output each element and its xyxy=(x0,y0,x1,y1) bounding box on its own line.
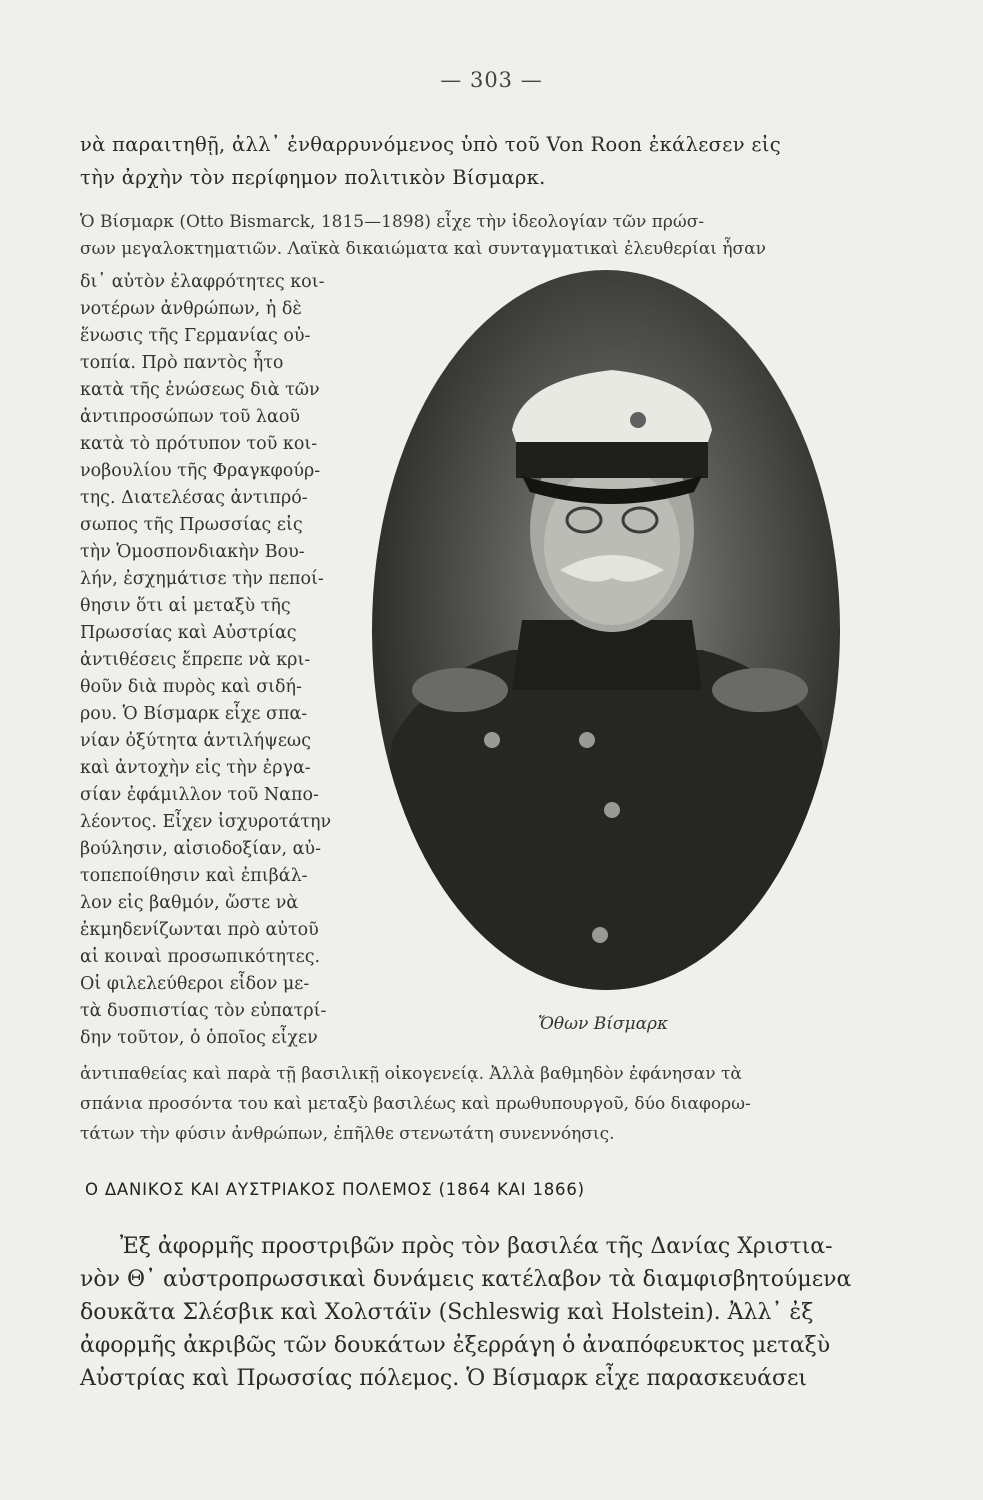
text-line: δην τοῦτον, ὁ ὁποῖος εἶχεν xyxy=(80,1028,318,1048)
text-line: τὰ δυσπιστίας τὸν εὐπατρί- xyxy=(80,1001,327,1021)
text-line: σων μεγαλοκτηματιῶν. Λαϊκὰ δικαιώματα καὶ συνταγματικαὶ ἐλευθερίαι ἦσαν xyxy=(80,239,766,259)
photo-caption: Ὄθων Βίσμαρκ xyxy=(538,1014,669,1034)
text-line: κατὰ τὸ πρότυπον τοῦ κοι- xyxy=(80,434,318,454)
text-line: ἐκμηδενίζωνται πρὸ αὐτοῦ xyxy=(80,920,319,940)
text-line: τὴν Ὁμοσπονδιακὴν Βου- xyxy=(80,542,305,562)
bismarck-portrait-photo xyxy=(372,270,840,990)
text-line: λήν, ἐσχημάτισε τὴν πεποί- xyxy=(80,569,324,589)
text-line: θησιν ὅτι αἱ μεταξὺ τῆς xyxy=(80,596,291,616)
text-line: αἱ κοιναὶ προσωπικότητες. xyxy=(80,947,321,967)
text-line: λέοντος. Εἶχεν ἰσχυροτάτην xyxy=(80,812,332,832)
text-line: νοτέρων ἀνθρώπων, ἡ δὲ xyxy=(80,299,302,319)
text-line: ρου. Ὁ Βίσμαρκ εἶχε σπα- xyxy=(80,704,308,724)
text-line: Ἐξ ἀφορμῆς προστριβῶν πρὸς τὸν βασιλέα τῆς Δανίας Χριστια- xyxy=(120,1234,833,1259)
text-line: νίαν ὀξύτητα ἀντιλήψεως xyxy=(80,731,311,751)
text-line: σίαν ἐφάμιλλον τοῦ Ναπο- xyxy=(80,785,319,805)
text-line: τάτων τὴν φύσιν ἀνθρώπων, ἐπῆλθε στενωτάτη συνεννόησις. xyxy=(80,1124,615,1144)
text-line: τοπεποίθησιν καὶ ἐπιβάλ- xyxy=(80,866,308,886)
section-heading: Ο ΔΑΝΙΚΟΣ ΚΑΙ ΑΥΣΤΡΙΑΚΟΣ ΠΟΛΕΜΟΣ (1864 ΚΑΙ 1866) xyxy=(85,1180,585,1199)
text-line: καὶ ἀντοχὴν εἰς τὴν ἐργα- xyxy=(80,758,311,778)
text-line: Οἱ φιλελεύθεροι εἶδον με- xyxy=(80,974,310,994)
text-line: ἀφορμῆς ἀκριβῶς τῶν δουκάτων ἐξερράγη ὁ ἀναπόφευκτος μεταξὺ xyxy=(80,1333,831,1358)
text-line: θοῦν διὰ πυρὸς καὶ σιδή- xyxy=(80,677,302,697)
text-line: δι᾽ αὐτὸν ἐλαφρότητες κοι- xyxy=(80,272,325,292)
text-line: Αὐστρίας καὶ Πρωσσίας πόλεμος. Ὁ Βίσμαρκ εἶχε παρασκευάσει xyxy=(80,1366,808,1391)
text-line: νοβουλίου τῆς Φραγκφούρ- xyxy=(80,461,321,481)
text-line: ἀντιθέσεις ἔπρεπε νὰ κρι- xyxy=(80,650,311,670)
text-line: σπάνια προσόντα του καὶ μεταξὺ βασιλέως καὶ πρωθυπουργοῦ, δύο διαφορω- xyxy=(80,1094,751,1114)
text-line: ἀντιπαθείας καὶ παρὰ τῇ βασιλικῇ οἰκογενείᾳ. Ἀλλὰ βαθμηδὸν ἐφάνησαν τὰ xyxy=(80,1064,742,1084)
text-line: κατὰ τῆς ἑνώσεως διὰ τῶν xyxy=(80,380,320,400)
text-line: τὴν ἀρχὴν τὸν περίφημον πολιτικὸν Βίσμαρκ. xyxy=(80,166,546,189)
text-line: σωπος τῆς Πρωσσίας εἰς xyxy=(80,515,303,535)
text-line: λον εἰς βαθμόν, ὥστε νὰ xyxy=(80,893,299,913)
text-line: νὸν Θ᾽ αὐστροπρωσσικαὶ δυνάμεις κατέλαβον τὰ διαμφισβητούμενα xyxy=(80,1267,852,1292)
text-line: τοπία. Πρὸ παντὸς ἦτο xyxy=(80,353,284,373)
text-line: Πρωσσίας καὶ Αὐστρίας xyxy=(80,623,297,643)
text-line: δουκᾶτα Σλέσβικ καὶ Χολστάϊν (Schleswig καὶ Holstein). Ἀλλ᾽ ἐξ xyxy=(80,1300,814,1325)
text-line: βούλησιν, αἰσιοδοξίαν, αὐ- xyxy=(80,839,321,859)
page-number: — 303 — xyxy=(440,68,543,92)
portrait-illustration xyxy=(372,270,840,990)
text-line: νὰ παραιτηθῇ, ἀλλ᾽ ἐνθαρρυνόμενος ὑπὸ τοῦ Von Roon ἐκάλεσεν εἰς xyxy=(80,133,781,156)
text-line: ἀντιπροσώπων τοῦ λαοῦ xyxy=(80,407,301,427)
text-line: της. Διατελέσας ἀντιπρό- xyxy=(80,488,308,508)
text-line: ἕνωσις τῆς Γερμανίας οὐ- xyxy=(80,326,311,346)
text-line: Ὁ Βίσμαρκ (Otto Bismarck, 1815—1898) εἶχε τὴν ἰδεολογίαν τῶν πρώσ- xyxy=(80,212,705,232)
